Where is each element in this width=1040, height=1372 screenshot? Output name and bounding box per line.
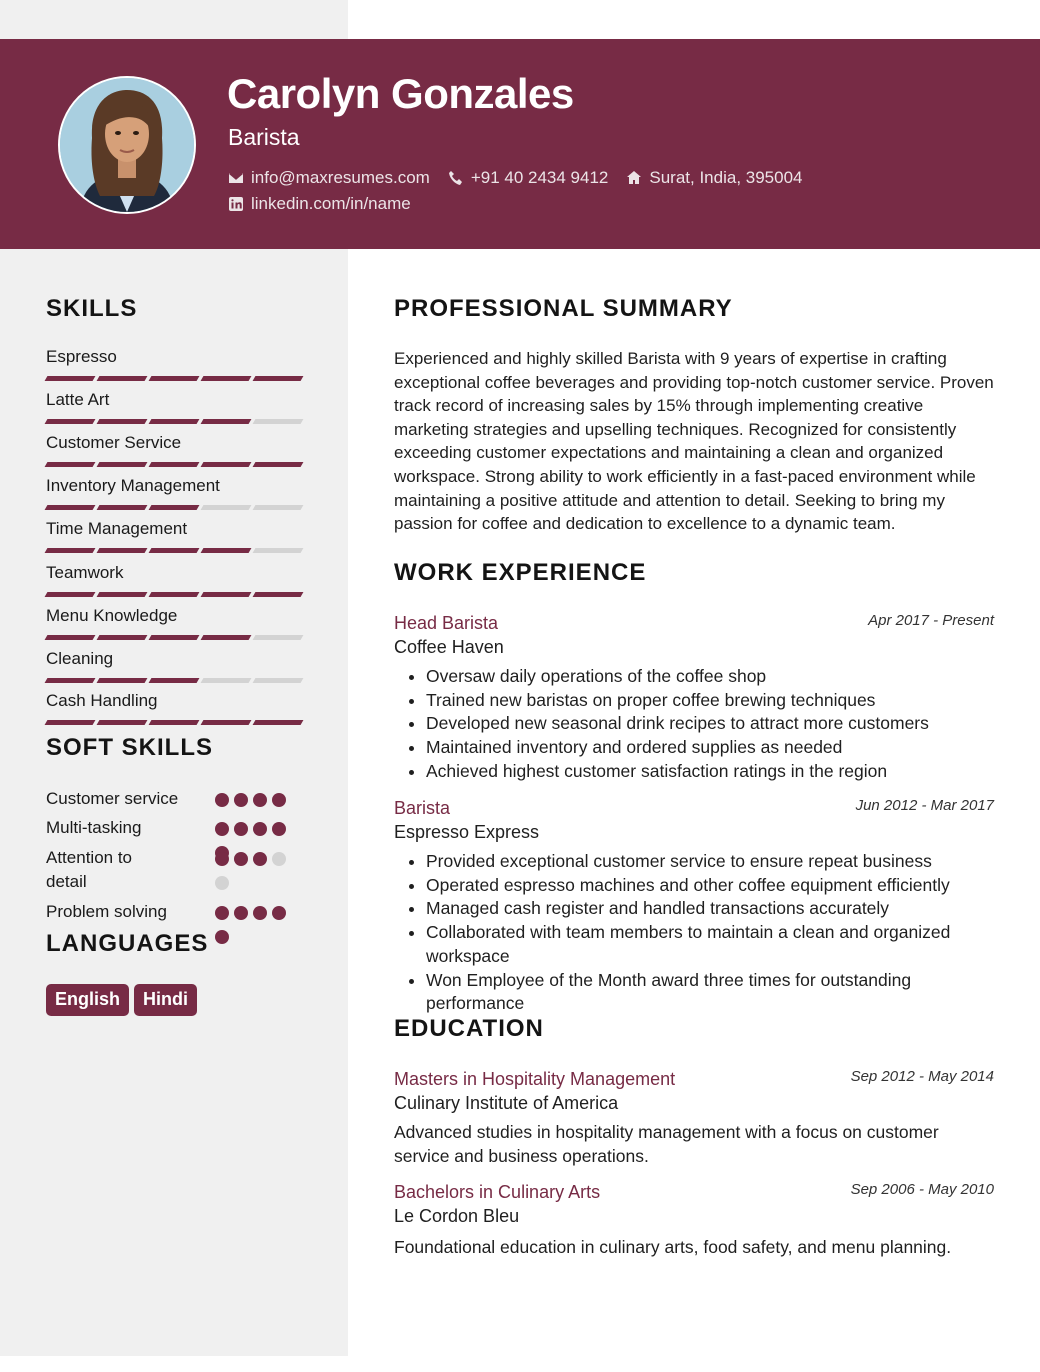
- skill-bar-filled: [201, 419, 252, 424]
- soft-skill-rating: [215, 849, 295, 897]
- rating-dot-filled: [272, 793, 286, 807]
- skill-level-bar: [46, 376, 302, 381]
- skill-bar-filled: [149, 592, 200, 597]
- skill-item: [46, 476, 302, 510]
- rating-dot-filled: [253, 852, 267, 866]
- skill-name: Latte Art: [46, 390, 110, 409]
- skill-bar-filled: [149, 419, 200, 424]
- list-item: • Provided exceptional customer service to ensure repeat business: [426, 850, 1006, 874]
- skill-bar-filled: [201, 462, 252, 467]
- rating-dot-filled: [234, 822, 248, 836]
- location-text: Surat, India, 395004: [649, 168, 803, 187]
- job-bullets: [394, 850, 1006, 1016]
- skill-name: Espresso: [46, 347, 117, 366]
- soft-skill-name: Attention to detail: [46, 848, 133, 891]
- list-item: • Won Employee of the Month award three times for outstanding performance: [426, 969, 1006, 1016]
- skill-bar-filled: [45, 720, 96, 725]
- skill-name: Teamwork: [46, 563, 124, 582]
- skill-bar-filled: [149, 376, 200, 381]
- skill-level-bar: [46, 635, 302, 640]
- envelope-icon: [228, 170, 244, 186]
- skill-item: [46, 347, 302, 381]
- phone-text: +91 40 2434 9412: [470, 168, 609, 187]
- soft-skill-rating: [215, 903, 295, 951]
- job-company: Coffee Haven: [394, 637, 504, 657]
- skill-bar-filled: [97, 505, 148, 510]
- language-tag: Hindi: [134, 984, 197, 1016]
- skill-bar-filled: [45, 419, 96, 424]
- rating-dot-filled: [215, 906, 229, 920]
- job-bullets: [394, 665, 1006, 784]
- skill-item: [46, 649, 302, 683]
- home-icon: [626, 170, 642, 186]
- skill-bar-filled: [97, 678, 148, 683]
- skill-item: [46, 691, 302, 725]
- skill-item: [46, 563, 302, 597]
- skill-bar-empty: [253, 505, 304, 510]
- rating-dot-filled: [253, 793, 267, 807]
- soft-skill-item: [46, 787, 296, 811]
- skill-bar-empty: [201, 505, 252, 510]
- skill-bar-filled: [45, 678, 96, 683]
- school-name: Le Cordon Bleu: [394, 1206, 520, 1226]
- phone-icon: [448, 170, 464, 186]
- skill-bar-filled: [45, 505, 96, 510]
- skill-bar-filled: [149, 462, 200, 467]
- email-text: info@maxresumes.com: [251, 168, 430, 187]
- skill-bar-filled: [253, 376, 304, 381]
- soft-skill-name: Customer service: [46, 789, 179, 808]
- soft-skill-name: Problem solving: [46, 902, 167, 921]
- skill-bar-filled: [45, 376, 96, 381]
- skill-name: Cash Handling: [46, 691, 158, 710]
- skill-level-bar: [46, 505, 302, 510]
- skill-bar-filled: [201, 592, 252, 597]
- skill-name: Inventory Management: [46, 476, 220, 495]
- rating-dot-filled: [234, 852, 248, 866]
- skill-bar-filled: [149, 635, 200, 640]
- skill-level-bar: [46, 592, 302, 597]
- skill-bar-filled: [97, 419, 148, 424]
- languages-list: [46, 984, 197, 1016]
- skill-bar-filled: [149, 548, 200, 553]
- skill-bar-filled: [253, 462, 304, 467]
- education-dates: Sep 2012 - May 2014: [850, 1068, 994, 1085]
- education-heading: EDUCATION: [394, 1015, 544, 1042]
- skill-bar-empty: [253, 678, 304, 683]
- skill-bar-filled: [253, 720, 304, 725]
- degree-title: Bachelors in Culinary Arts: [394, 1182, 601, 1202]
- skill-bar-filled: [149, 678, 200, 683]
- rating-dot-filled: [215, 822, 229, 836]
- soft-skill-item: [46, 900, 296, 924]
- skill-bar-filled: [45, 462, 96, 467]
- rating-dot-filled: [234, 906, 248, 920]
- rating-dot-filled: [253, 906, 267, 920]
- rating-dot-filled: [272, 906, 286, 920]
- list-item: • Collaborated with team members to maintain a clean and organized workspace: [426, 921, 1006, 968]
- rating-dot-filled: [272, 822, 286, 836]
- skill-bar-empty: [253, 548, 304, 553]
- job-company: Espresso Express: [394, 822, 540, 842]
- skill-bar-filled: [97, 592, 148, 597]
- skill-bar-filled: [201, 548, 252, 553]
- contact-row: [228, 168, 803, 188]
- soft-skills-heading: SOFT SKILLS: [46, 734, 213, 761]
- soft-skill-name: Multi-tasking: [46, 818, 142, 837]
- skill-level-bar: [46, 462, 302, 467]
- skill-bar-filled: [201, 376, 252, 381]
- skill-item: [46, 519, 302, 553]
- rating-dot-empty: [215, 876, 229, 890]
- skill-bar-filled: [149, 720, 200, 725]
- summary-text: Experienced and highly skilled Barista with 9 years of expertise in crafting exceptional coffee beverages and providing top-notch customer service. Proven track record of increasing sales by 15% through implementing creative marketing strategies and upselling techniques. Recognized for consistently exceeding customer expectations and maintaining a clean and organized workspace. Strong ability to work efficiently in a fast-paced environment while maintaining a positive attitude and attention to detail. Seeking to bring my passion for coffee and dedication to excellence to a dynamic team.: [394, 349, 994, 534]
- job-title: Barista: [394, 798, 451, 818]
- linkedin-icon: [228, 196, 244, 212]
- rating-dot-filled: [234, 793, 248, 807]
- education-description: Advanced studies in hospitality management with a focus on customer service and business operations.: [394, 1122, 939, 1166]
- skill-name: Menu Knowledge: [46, 606, 178, 625]
- contact-row-2: [228, 194, 411, 214]
- skill-bar-filled: [253, 592, 304, 597]
- skill-bar-filled: [97, 376, 148, 381]
- resume-header: [0, 39, 1040, 249]
- skill-level-bar: [46, 720, 302, 725]
- skill-level-bar: [46, 419, 302, 424]
- contact-phone[interactable]: [448, 168, 609, 188]
- skills-heading: SKILLS: [46, 295, 138, 322]
- profile-photo: [58, 76, 196, 214]
- contact-linkedin[interactable]: [228, 194, 411, 214]
- experience-heading: WORK EXPERIENCE: [394, 559, 647, 586]
- skill-bar-filled: [97, 720, 148, 725]
- linkedin-text: linkedin.com/in/name: [251, 194, 411, 213]
- skill-bar-empty: [253, 419, 304, 424]
- skill-bar-filled: [97, 635, 148, 640]
- list-item: • Maintained inventory and ordered supplies as needed: [426, 736, 1006, 760]
- job-title: Head Barista: [394, 613, 499, 633]
- skill-bar-filled: [45, 635, 96, 640]
- list-item: • Operated espresso machines and other coffee equipment efficiently: [426, 874, 1006, 898]
- language-tag: English: [46, 984, 129, 1016]
- list-item: • Managed cash register and handled transactions accurately: [426, 897, 1006, 921]
- skill-bar-filled: [45, 548, 96, 553]
- skill-item: [46, 390, 302, 424]
- skill-item: [46, 433, 302, 467]
- soft-skill-item: [46, 846, 296, 894]
- list-item: • Oversaw daily operations of the coffee shop: [426, 665, 1006, 689]
- soft-skill-item: [46, 816, 296, 840]
- school-name: Culinary Institute of America: [394, 1093, 619, 1113]
- degree-title: Masters in Hospitality Management: [394, 1069, 676, 1089]
- skill-item: [46, 606, 302, 640]
- skill-bar-empty: [253, 635, 304, 640]
- skill-level-bar: [46, 548, 302, 553]
- skill-bar-filled: [201, 720, 252, 725]
- skill-name: Cleaning: [46, 649, 114, 668]
- rating-dot-empty: [272, 852, 286, 866]
- languages-heading: LANGUAGES: [46, 930, 209, 957]
- list-item: • Developed new seasonal drink recipes to attract more customers: [426, 712, 1006, 736]
- contact-email[interactable]: [228, 168, 430, 188]
- skill-bar-filled: [97, 548, 148, 553]
- soft-skill-rating: [215, 790, 295, 814]
- candidate-role: Barista: [228, 124, 300, 150]
- list-item: • Trained new baristas on proper coffee brewing techniques: [426, 689, 1006, 713]
- skill-name: Customer Service: [46, 433, 182, 452]
- rating-dot-filled: [215, 852, 229, 866]
- rating-dot-filled: [215, 793, 229, 807]
- job-dates: Apr 2017 - Present: [868, 612, 994, 629]
- contact-location: [626, 168, 802, 188]
- rating-dot-filled: [215, 930, 229, 944]
- skill-bar-filled: [45, 592, 96, 597]
- skill-bar-empty: [201, 678, 252, 683]
- education-description: Foundational education in culinary arts, food safety, and menu planning.: [394, 1237, 952, 1257]
- candidate-name: Carolyn Gonzales: [227, 70, 574, 117]
- skill-name: Time Management: [46, 519, 188, 538]
- skill-level-bar: [46, 678, 302, 683]
- skill-bar-filled: [97, 462, 148, 467]
- skill-bar-filled: [149, 505, 200, 510]
- summary-heading: PROFESSIONAL SUMMARY: [394, 295, 733, 322]
- education-dates: Sep 2006 - May 2010: [850, 1181, 994, 1198]
- rating-dot-filled: [253, 822, 267, 836]
- list-item: • Achieved highest customer satisfaction ratings in the region: [426, 760, 1006, 784]
- job-dates: Jun 2012 - Mar 2017: [855, 797, 994, 814]
- skill-bar-filled: [201, 635, 252, 640]
